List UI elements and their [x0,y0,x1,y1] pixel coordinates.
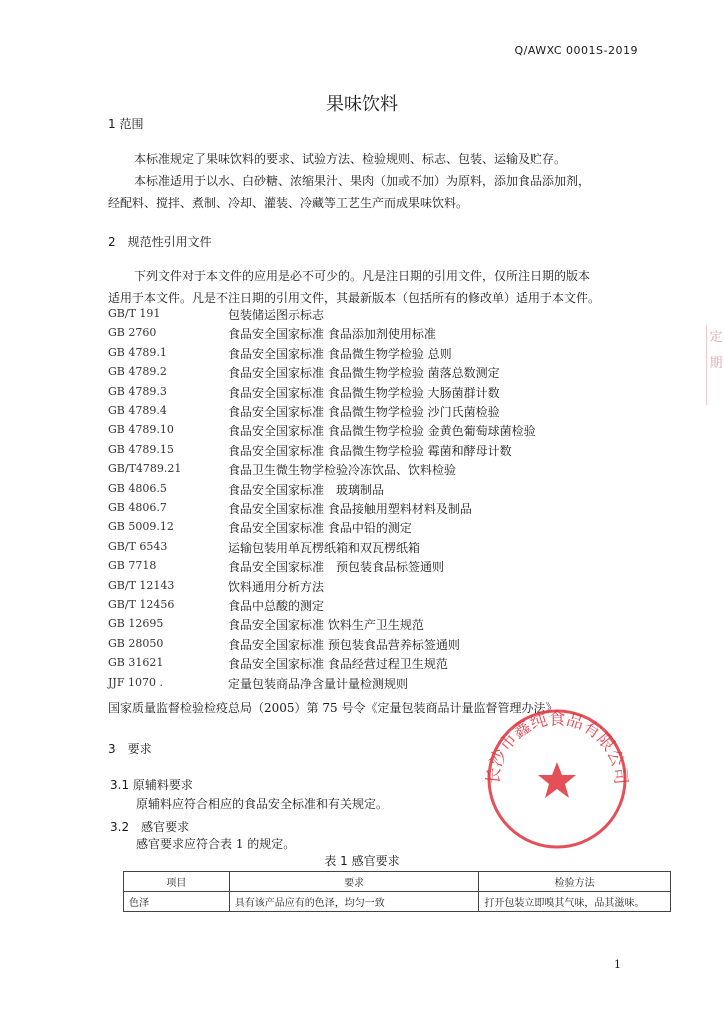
section-1-para-1: 本标准规定了果味饮料的要求、试验方法、检验规则、标志、包装、运输及贮存。 [134,152,567,166]
reference-code: GB 4789.10 [108,423,174,436]
section-3-1-heading: 3.1 原辅料要求 [110,778,193,792]
reference-title: 食品安全国家标准 食品添加剂使用标准 [228,327,436,341]
table-header-cell: 项目 [124,872,230,892]
reference-title: 运输包装用单瓦楞纸箱和双瓦楞纸箱 [228,541,421,555]
side-stamp-fragment: 定 期 [706,325,724,405]
section-3-heading: 3 要求 [108,742,152,756]
table-cell: 色泽 [124,892,230,912]
table-cell: 打开包装立即嗅其气味，品其滋味。 [479,892,671,912]
section-1-para-2a: 本标准适用于以水、白砂糖、浓缩果汁、果肉（加或不加）为原料，添加食品添加剂， [134,174,591,188]
reference-code: GB/T4789.21 [108,462,182,475]
reference-title: 食品安全国家标准 饮料生产卫生规范 [228,618,424,632]
section-3-1-text: 原辅料应符合相应的食品安全标准和有关规定。 [136,797,389,811]
company-seal [484,706,630,852]
table-header-cell: 要求 [229,872,479,892]
sensory-table [123,871,671,912]
reference-code: GB/T 6543 [108,540,168,553]
document-code: Q/AWXC 0001S-2019 [514,44,638,57]
section-2-intro-1: 下列文件对于本文件的应用是必不可少的。凡是注日期的引用文件，仅所注日期的版本 [134,269,591,283]
reference-code: GB/T 12456 [108,598,175,611]
reference-title: 食品安全国家标准 玻璃制品 [228,483,385,497]
reference-code: GB 5009.12 [108,520,174,533]
reference-code: GB 28050 [108,637,164,650]
page-number: 1 [614,958,621,971]
reference-code: GB 4789.15 [108,443,174,456]
reference-code: GB 4789.1 [108,346,167,359]
reference-code: GB/T 12143 [108,579,175,592]
reference-code: GB 4789.2 [108,365,167,378]
reference-title: 食品安全国家标准 食品微生物学检验 大肠菌群计数 [228,386,500,400]
section-2-heading: 2 规范性引用文件 [108,235,212,249]
reference-title: 食品安全国家标准 食品微生物学检验 沙门氏菌检验 [228,405,500,419]
table-header-row [124,872,671,892]
table-caption: 表 1 感官要求 [324,854,400,868]
reference-title: 食品安全国家标准 食品接触用塑料材料及制品 [228,502,472,516]
reference-title: 食品中总酸的测定 [228,599,325,613]
reference-title: 定量包装商品净含量计量检测规则 [228,677,409,691]
reference-code: GB 12695 [108,617,164,630]
table-row [124,892,671,912]
reference-code: GB 4806.7 [108,501,167,514]
reference-title: 食品安全国家标准 预包装食品标签通则 [228,560,445,574]
reference-title: 食品安全国家标准 食品微生物学检验 霉菌和酵母计数 [228,444,512,458]
reference-title: 饮料通用分析方法 [228,580,325,594]
reference-title: 食品安全国家标准 食品微生物学检验 金黄色葡萄球菌检验 [228,424,536,438]
page-title: 果味饮料 [326,94,398,115]
seal-text: 长沙市鑫纯食品有限公司 [484,709,630,786]
reference-title: 食品安全国家标准 预包装食品营养标签通则 [228,638,460,652]
reference-title: 食品安全国家标准 食品经营过程卫生规范 [228,657,448,671]
reference-code: GB 2760 [108,326,157,339]
reference-code: JJF 1070 . [108,676,163,689]
reference-code: GB 4789.4 [108,404,167,417]
reference-code: GB 4789.3 [108,385,167,398]
seal-star-icon [538,762,576,798]
reference-title: 食品安全国家标准 食品微生物学检验 总则 [228,347,452,361]
table-header-cell: 检验方法 [479,872,671,892]
reference-title: 食品安全国家标准 食品中铅的测定 [228,521,412,535]
section-1-heading: 1 范围 [108,117,144,131]
reference-code: GB 7718 [108,559,157,572]
reference-code: GB 31621 [108,656,164,669]
section-1-para-2b: 经配料、搅拌、煮制、冷却、灌装、冷藏等工艺生产而成果味饮料。 [108,196,469,210]
reference-title: 食品安全国家标准 食品微生物学检验 菌落总数测定 [228,366,500,380]
reference-code: GB/T 191 [108,307,161,320]
reference-title: 包装储运图示标志 [228,308,325,322]
reference-code: GB 4806.5 [108,482,167,495]
reference-title: 食品卫生微生物学检验冷冻饮品、饮料检验 [228,463,457,477]
section-3-2-heading: 3.2 感官要求 [110,820,190,834]
table-cell: 具有该产品应有的色泽，均匀一致 [229,892,479,912]
section-2-intro-2: 适用于本文件。凡是不注日期的引用文件，其最新版本（包括所有的修改单）适用于本文件。 [108,291,601,305]
section-3-2-text: 感官要求应符合表 1 的规定。 [136,837,296,851]
decree-line: 国家质量监督检验检疫总局（2005）第 75 号令《定量包装商品计量监督管理办法》 [108,701,558,715]
